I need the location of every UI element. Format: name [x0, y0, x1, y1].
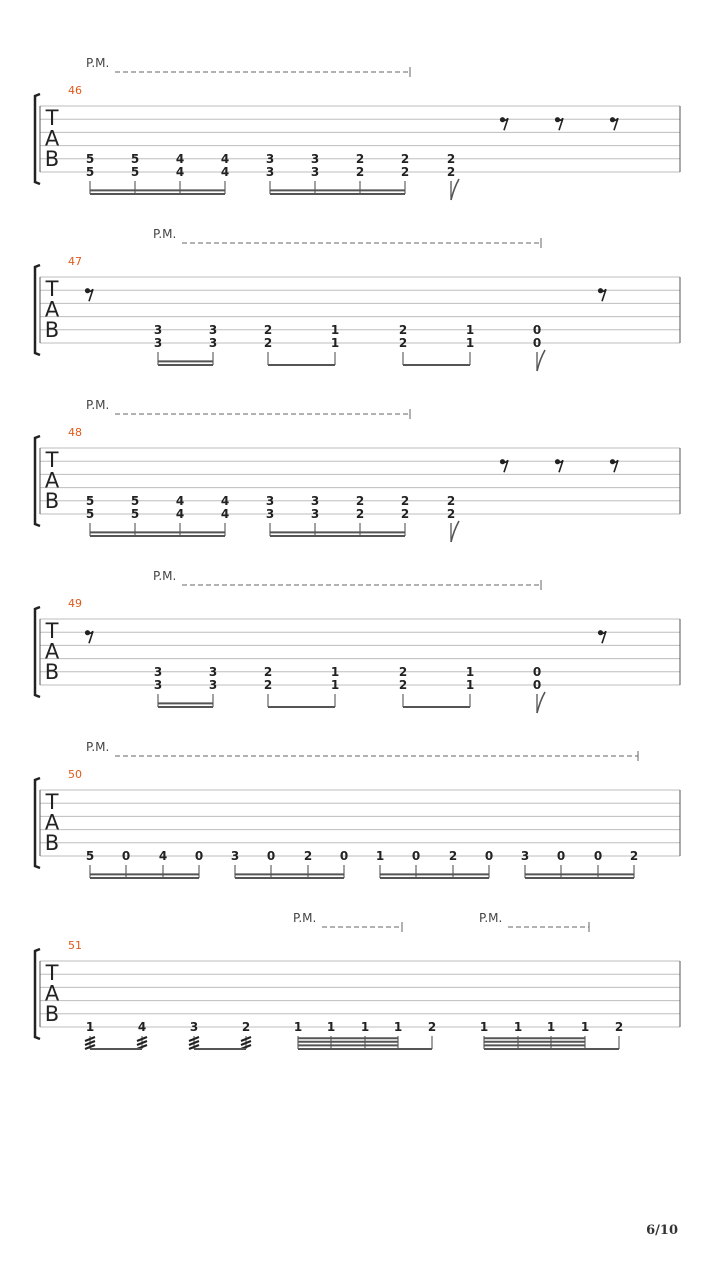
tab-clef-letter: B [44, 147, 60, 171]
fret-number: 1 [330, 678, 340, 692]
fret-number: 0 [121, 849, 131, 863]
fret-number: 1 [360, 1020, 370, 1034]
system-bracket [35, 94, 40, 184]
fret-number: 1 [479, 1020, 489, 1034]
fret-number: 0 [266, 849, 276, 863]
eighth-rest-stem [611, 118, 618, 130]
fret-number: 3 [208, 664, 218, 679]
fret-number: 0 [532, 336, 542, 350]
fret-number: 1 [393, 1020, 403, 1034]
eighth-rest-stem [599, 289, 606, 301]
fret-number: 3 [265, 507, 275, 521]
fret-number: 1 [465, 678, 475, 692]
tab-clef-letter: B [44, 660, 60, 684]
fret-number: 2 [446, 493, 456, 508]
system-bracket [35, 436, 40, 526]
system-49 [35, 569, 680, 713]
fret-number: 5 [85, 493, 95, 508]
fret-number: 5 [85, 151, 95, 166]
fret-number: 2 [355, 165, 365, 179]
fret-number: 5 [130, 507, 140, 521]
eighth-rest-stem [611, 460, 618, 472]
fret-number: 3 [153, 678, 163, 692]
fret-number: 2 [398, 678, 408, 692]
fret-number: 2 [427, 1020, 437, 1034]
fret-number: 2 [263, 664, 273, 679]
fret-number: 2 [400, 493, 410, 508]
fret-number: 2 [303, 849, 313, 863]
fret-number: 3 [310, 165, 320, 179]
bar-number: 49 [68, 597, 82, 610]
system-bracket [35, 949, 40, 1039]
fret-number: 1 [375, 849, 385, 863]
fret-number: 0 [194, 849, 204, 863]
fret-number: 1 [330, 336, 340, 350]
palm-mute-label: P.M. [153, 227, 177, 241]
eighth-rest-stem [556, 118, 563, 130]
fret-number: 4 [137, 1020, 147, 1034]
system-48 [35, 398, 680, 542]
fret-number: 2 [263, 322, 273, 337]
fret-number: 4 [175, 493, 185, 508]
fret-number: 3 [153, 336, 163, 350]
fret-number: 2 [355, 151, 365, 166]
eighth-rest-stem [599, 631, 606, 643]
system-bracket [35, 265, 40, 355]
fret-number: 2 [355, 493, 365, 508]
fret-number: 2 [446, 151, 456, 166]
fret-number: 5 [130, 165, 140, 179]
fret-number: 0 [484, 849, 494, 863]
fret-number: 1 [293, 1020, 303, 1034]
fret-number: 2 [446, 507, 456, 521]
fret-number: 2 [263, 336, 273, 350]
system-50 [35, 740, 680, 878]
tab-clef-letter: T [45, 619, 59, 643]
fret-number: 3 [230, 849, 240, 863]
fret-number: 0 [556, 849, 566, 863]
tab-clef-letter: T [45, 277, 59, 301]
palm-mute-label: P.M. [86, 740, 110, 754]
tab-clef-letter: B [44, 318, 60, 342]
fret-number: 5 [85, 507, 95, 521]
note-flag [537, 692, 545, 713]
fret-number: 2 [263, 678, 273, 692]
tab-clef-letter: A [44, 981, 60, 1006]
palm-mute-label: P.M. [153, 569, 177, 583]
tab-clef-letter: A [44, 810, 60, 835]
fret-number: 5 [85, 165, 95, 179]
bar-number: 46 [68, 84, 82, 97]
fret-number: 3 [189, 1020, 199, 1034]
fret-number: 0 [532, 322, 542, 337]
fret-number: 2 [398, 336, 408, 350]
fret-number: 2 [241, 1020, 251, 1034]
fret-number: 1 [546, 1020, 556, 1034]
fret-number: 3 [265, 493, 275, 508]
eighth-rest-stem [86, 631, 93, 643]
palm-mute-label: P.M. [293, 911, 317, 925]
fret-number: 2 [629, 849, 639, 863]
tab-clef-letter: A [44, 468, 60, 493]
fret-number: 2 [614, 1020, 624, 1034]
bar-number: 50 [68, 768, 82, 781]
tab-clef-letter: B [44, 1002, 60, 1026]
system-46 [35, 56, 680, 200]
tab-clef-letter: T [45, 106, 59, 130]
fret-number: 1 [513, 1020, 523, 1034]
fret-number: 2 [398, 664, 408, 679]
fret-number: 1 [85, 1020, 95, 1034]
fret-number: 3 [520, 849, 530, 863]
note-flag [537, 350, 545, 371]
fret-number: 2 [446, 165, 456, 179]
system-bracket [35, 778, 40, 868]
fret-number: 2 [400, 151, 410, 166]
system-bracket [35, 607, 40, 697]
fret-number: 2 [400, 165, 410, 179]
tab-clef-letter: T [45, 790, 59, 814]
bar-number: 51 [68, 939, 82, 952]
fret-number: 3 [310, 507, 320, 521]
fret-number: 3 [310, 151, 320, 166]
system-51 [35, 911, 680, 1049]
eighth-rest-stem [86, 289, 93, 301]
palm-mute-label: P.M. [86, 56, 110, 70]
fret-number: 5 [85, 849, 95, 863]
tab-clef-letter: T [45, 961, 59, 985]
tab-clef-letter: A [44, 297, 60, 322]
fret-number: 1 [465, 664, 475, 679]
fret-number: 1 [580, 1020, 590, 1034]
palm-mute-label: P.M. [479, 911, 503, 925]
page-number: 6/10 [646, 1223, 678, 1238]
fret-number: 3 [153, 322, 163, 337]
fret-number: 5 [130, 493, 140, 508]
fret-number: 5 [130, 151, 140, 166]
fret-number: 0 [411, 849, 421, 863]
fret-number: 1 [465, 336, 475, 350]
fret-number: 2 [355, 507, 365, 521]
eighth-rest-stem [556, 460, 563, 472]
fret-number: 2 [398, 322, 408, 337]
fret-number: 3 [153, 664, 163, 679]
fret-number: 4 [220, 493, 230, 508]
tab-clef-letter: B [44, 831, 60, 855]
fret-number: 1 [465, 322, 475, 337]
fret-number: 2 [400, 507, 410, 521]
fret-number: 4 [158, 849, 168, 863]
fret-number: 0 [532, 678, 542, 692]
note-flag [451, 521, 459, 542]
fret-number: 0 [593, 849, 603, 863]
fret-number: 4 [175, 165, 185, 179]
eighth-rest-stem [501, 118, 508, 130]
fret-number: 4 [175, 507, 185, 521]
fret-number: 4 [175, 151, 185, 166]
fret-number: 3 [310, 493, 320, 508]
fret-number: 3 [208, 322, 218, 337]
fret-number: 3 [265, 151, 275, 166]
fret-number: 3 [208, 336, 218, 350]
fret-number: 2 [448, 849, 458, 863]
fret-number: 0 [339, 849, 349, 863]
bar-number: 48 [68, 426, 82, 439]
tab-clef-letter: B [44, 489, 60, 513]
fret-number: 4 [220, 165, 230, 179]
fret-number: 1 [330, 322, 340, 337]
tab-clef-letter: T [45, 448, 59, 472]
system-47 [35, 227, 680, 371]
tab-clef-letter: A [44, 639, 60, 664]
fret-number: 4 [220, 507, 230, 521]
eighth-rest-stem [501, 460, 508, 472]
note-flag [451, 179, 459, 200]
fret-number: 3 [265, 165, 275, 179]
tab-clef-letter: A [44, 126, 60, 151]
fret-number: 1 [326, 1020, 336, 1034]
fret-number: 3 [208, 678, 218, 692]
fret-number: 0 [532, 664, 542, 679]
palm-mute-label: P.M. [86, 398, 110, 412]
fret-number: 1 [330, 664, 340, 679]
bar-number: 47 [68, 255, 82, 268]
fret-number: 4 [220, 151, 230, 166]
